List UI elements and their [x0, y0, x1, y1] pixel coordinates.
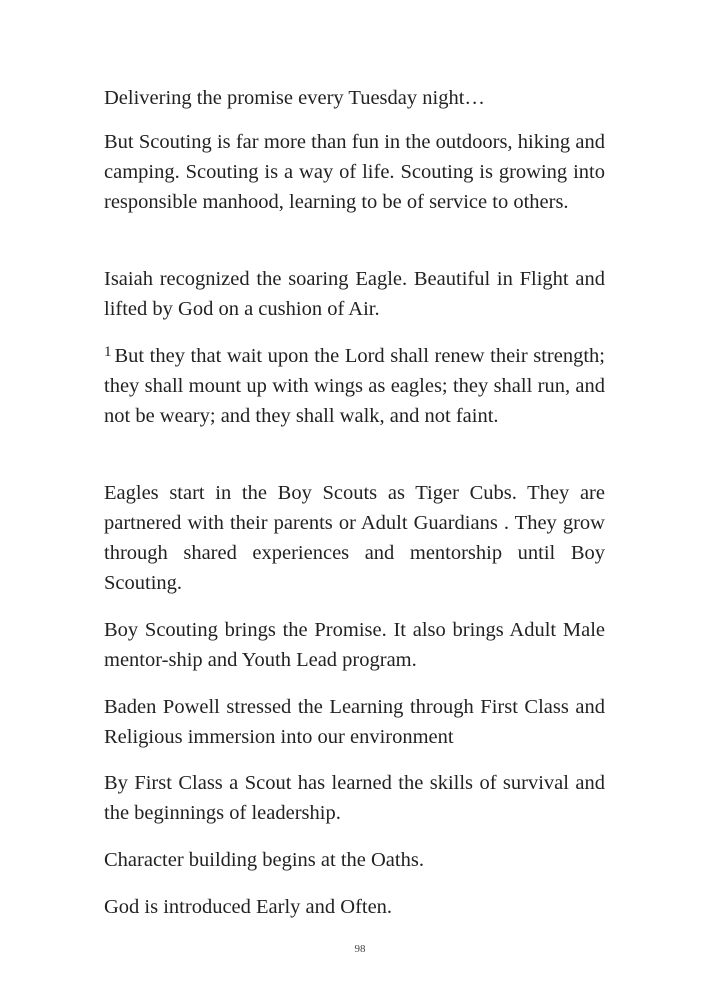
paragraph-god-introduced: God is introduced Early and Often. [104, 896, 393, 918]
paragraph-tuesday-night: Delivering the promise every Tuesday night… [104, 87, 485, 109]
page-number: 98 [354, 943, 366, 955]
paragraph-baden-powell: Baden Powell stressed the Learning through First Class and Religious immersion into our environment [104, 696, 605, 748]
paragraph-character-building: Character building begins at the Oaths. [104, 849, 424, 871]
verse-marker: 1 [104, 344, 112, 360]
paragraph-boy-scouting-promise: Boy Scouting brings the Promise. It also brings Adult Male mentor-ship and Youth Lead program. [104, 619, 605, 671]
paragraph-first-class: By First Class a Scout has learned the skills of survival and the beginnings of leadership. [104, 772, 605, 824]
paragraph-tiger-cubs: Eagles start in the Boy Scouts as Tiger Cubs. They are partnered with their parents or Adult Guardians . They grow through shared experiences and mentorship until Boy Scouting. [104, 482, 605, 594]
paragraph-isaiah-verse [104, 341, 605, 431]
verse-text: But they that wait upon the Lord shall renew their strength; they shall mount up with wings as eagles; they shall run, and not be weary; and they shall walk, and not faint. [104, 345, 605, 427]
paragraph-isaiah-eagle: Isaiah recognized the soaring Eagle. Beautiful in Flight and lifted by God on a cushion of Air. [104, 268, 605, 320]
paragraph-scouting-way-of-life: But Scouting is far more than fun in the outdoors, hiking and camping. Scouting is a way of life. Scouting is growing into responsible manhood, learning to be of service to others. [104, 131, 605, 213]
